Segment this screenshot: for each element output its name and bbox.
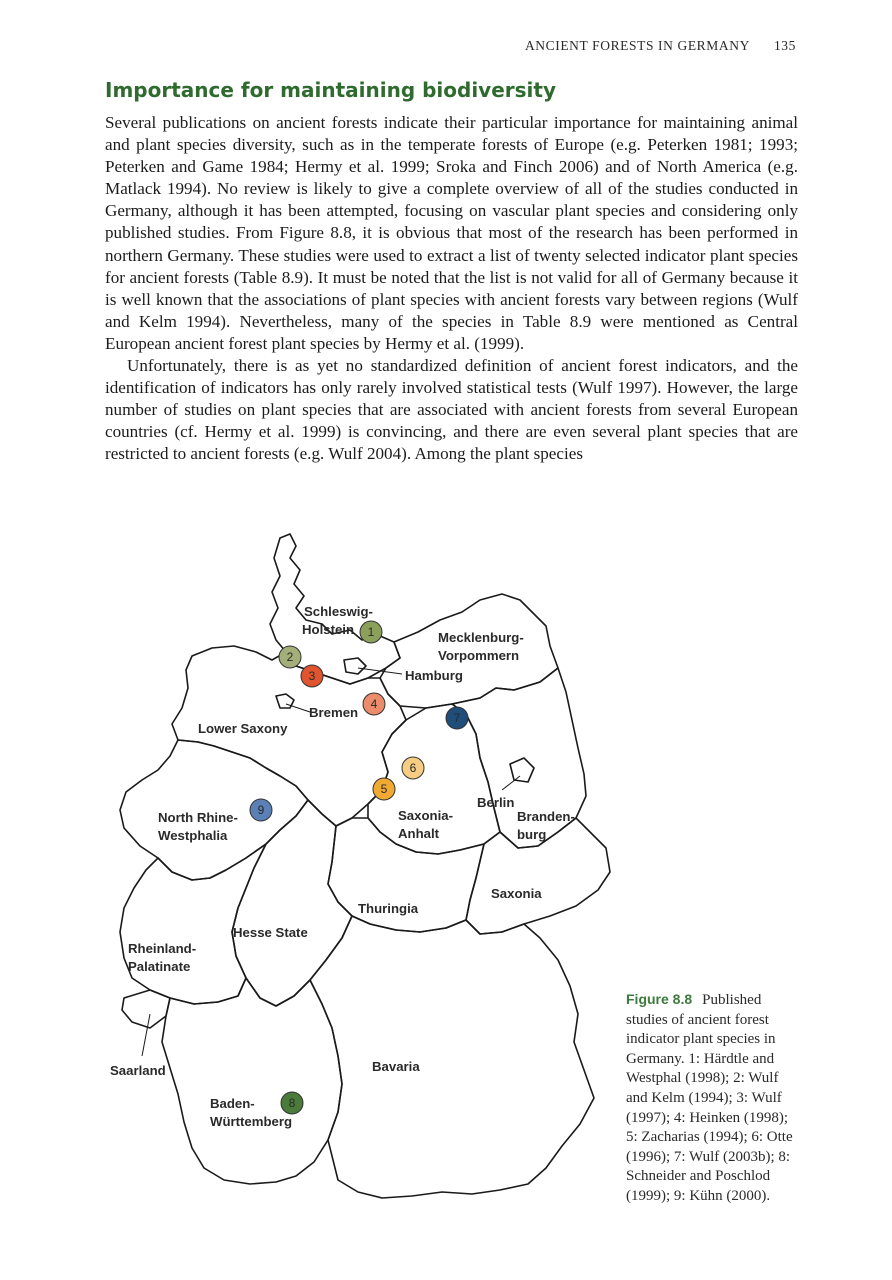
study-site-number: 9 <box>257 803 265 817</box>
state-label: Hesse State <box>233 925 308 940</box>
state-label: Rheinland- <box>128 941 197 956</box>
border-berlin <box>510 758 534 782</box>
study-site-8 <box>281 1092 303 1114</box>
state-label: Baden- <box>210 1096 255 1111</box>
state-label: Bavaria <box>372 1059 420 1074</box>
state-label: Saxonia- <box>398 808 453 823</box>
state-label: Württemberg <box>210 1114 293 1129</box>
study-site-1 <box>360 621 382 643</box>
study-site-number: 4 <box>370 697 378 711</box>
state-label: Bremen <box>309 705 359 720</box>
border-hesse <box>232 800 352 1006</box>
germany-map <box>100 528 620 1218</box>
state-label: Schleswig- <box>304 604 373 619</box>
germany-map-figure <box>100 528 620 1218</box>
border-baden-wuerttemberg <box>162 978 342 1184</box>
study-site-number: 2 <box>286 650 294 664</box>
state-label: Palatinate <box>128 959 191 974</box>
border-bavaria <box>310 916 594 1198</box>
caption-text: Published studies of ancient forest indicator plant species in Germany. 1: Härdtle and Westphal (1998); 2: Wulf and Kelm (1994); 3: Wulf (1997); 4: Heinken (1998); 5: Zacharias (1994); 6: Otte (1996); 7: Wulf (2003b); 8: Schneider and Poschlod (1999); 9: Kühn (2000). <box>626 992 793 1204</box>
leader-line <box>358 668 402 674</box>
running-title: ANCIENT FORESTS IN GERMANY <box>524 38 750 53</box>
border-hamburg <box>344 658 366 674</box>
study-site-5 <box>373 778 395 800</box>
body-text <box>105 112 798 466</box>
state-label: Vorpommern <box>438 648 520 663</box>
study-site-number: 1 <box>367 625 375 639</box>
study-site-number: 7 <box>453 711 461 725</box>
state-label: Saxonia <box>491 886 542 901</box>
figure-caption <box>626 990 801 1207</box>
state-label: Mecklenburg- <box>438 630 524 645</box>
study-site-number: 6 <box>409 761 417 775</box>
section-heading: Importance for maintaining biodiversity <box>105 78 557 102</box>
study-site-9 <box>250 799 272 821</box>
paragraph: Unfortunately, there is as yet no standardized definition of ancient forest indicators, and the identification of indicators has only rarely involved statistical tests (Wulf 1997). However, the large number of studies on plant species that are associated with ancient forests from several European countries (cf. Hermy et al. 1999) is convincing, and there are even several plant species that are restricted to ancient forests (e.g. Wulf 2004). Among the plant species <box>105 356 798 464</box>
state-label: North Rhine- <box>158 810 238 825</box>
state-label: Holstein <box>302 622 355 637</box>
study-site-number: 3 <box>308 669 316 683</box>
study-site-2 <box>279 646 301 668</box>
study-site-6 <box>402 757 424 779</box>
state-label: Berlin <box>477 795 515 810</box>
state-label: Branden- <box>517 809 575 824</box>
study-site-number: 5 <box>380 782 388 796</box>
border-rhineland-palatinate <box>120 844 266 1004</box>
study-site-7 <box>446 707 468 729</box>
figure-label: Figure 8.8 <box>626 991 693 1007</box>
state-label: burg <box>517 827 547 842</box>
state-label: Saarland <box>110 1063 166 1078</box>
leader-line <box>142 1014 150 1056</box>
state-label: Thuringia <box>358 901 419 916</box>
study-site-3 <box>301 665 323 687</box>
study-site-4 <box>363 693 385 715</box>
state-label: Lower Saxony <box>198 721 288 736</box>
state-label: Westphalia <box>158 828 228 843</box>
border-saarland <box>122 990 170 1028</box>
border-lower-saxony <box>172 646 406 826</box>
leader-line <box>502 776 520 790</box>
state-label: Hamburg <box>405 668 463 683</box>
page-number: 135 <box>773 38 796 53</box>
paragraph: Several publications on ancient forests indicate their particular importance for maintaining animal and plant species diversity, such as in the temperate forests of Europe (e.g. Peterken 1981; 1993; Peterken and Game 1984; Hermy et al. 1999; Sroka and Finch 2006) and of North America (e.g. Matlack 1994). No review is likely to give a complete overview of all of the studies conducted in Germany, although it has been attempted, focusing on vascular plant species and considering only published studies. From Figure 8.8, it is obvious that most of the research has been performed in northern Germany. These studies were used to extract a list of twenty selected indicator plant species for ancient forests (Table 8.9). It must be noted that the list is not valid for all of Germany because it is well known that the associations of plant species with ancient forests vary between regions (Wulf and Kelm 1994). Nevertheless, many of the species in Table 8.9 were mentioned as Central European ancient forest plant species by Hermy et al. (1999). <box>105 113 798 353</box>
study-site-number: 8 <box>288 1096 296 1110</box>
running-head <box>525 38 796 54</box>
state-label: Anhalt <box>398 826 440 841</box>
